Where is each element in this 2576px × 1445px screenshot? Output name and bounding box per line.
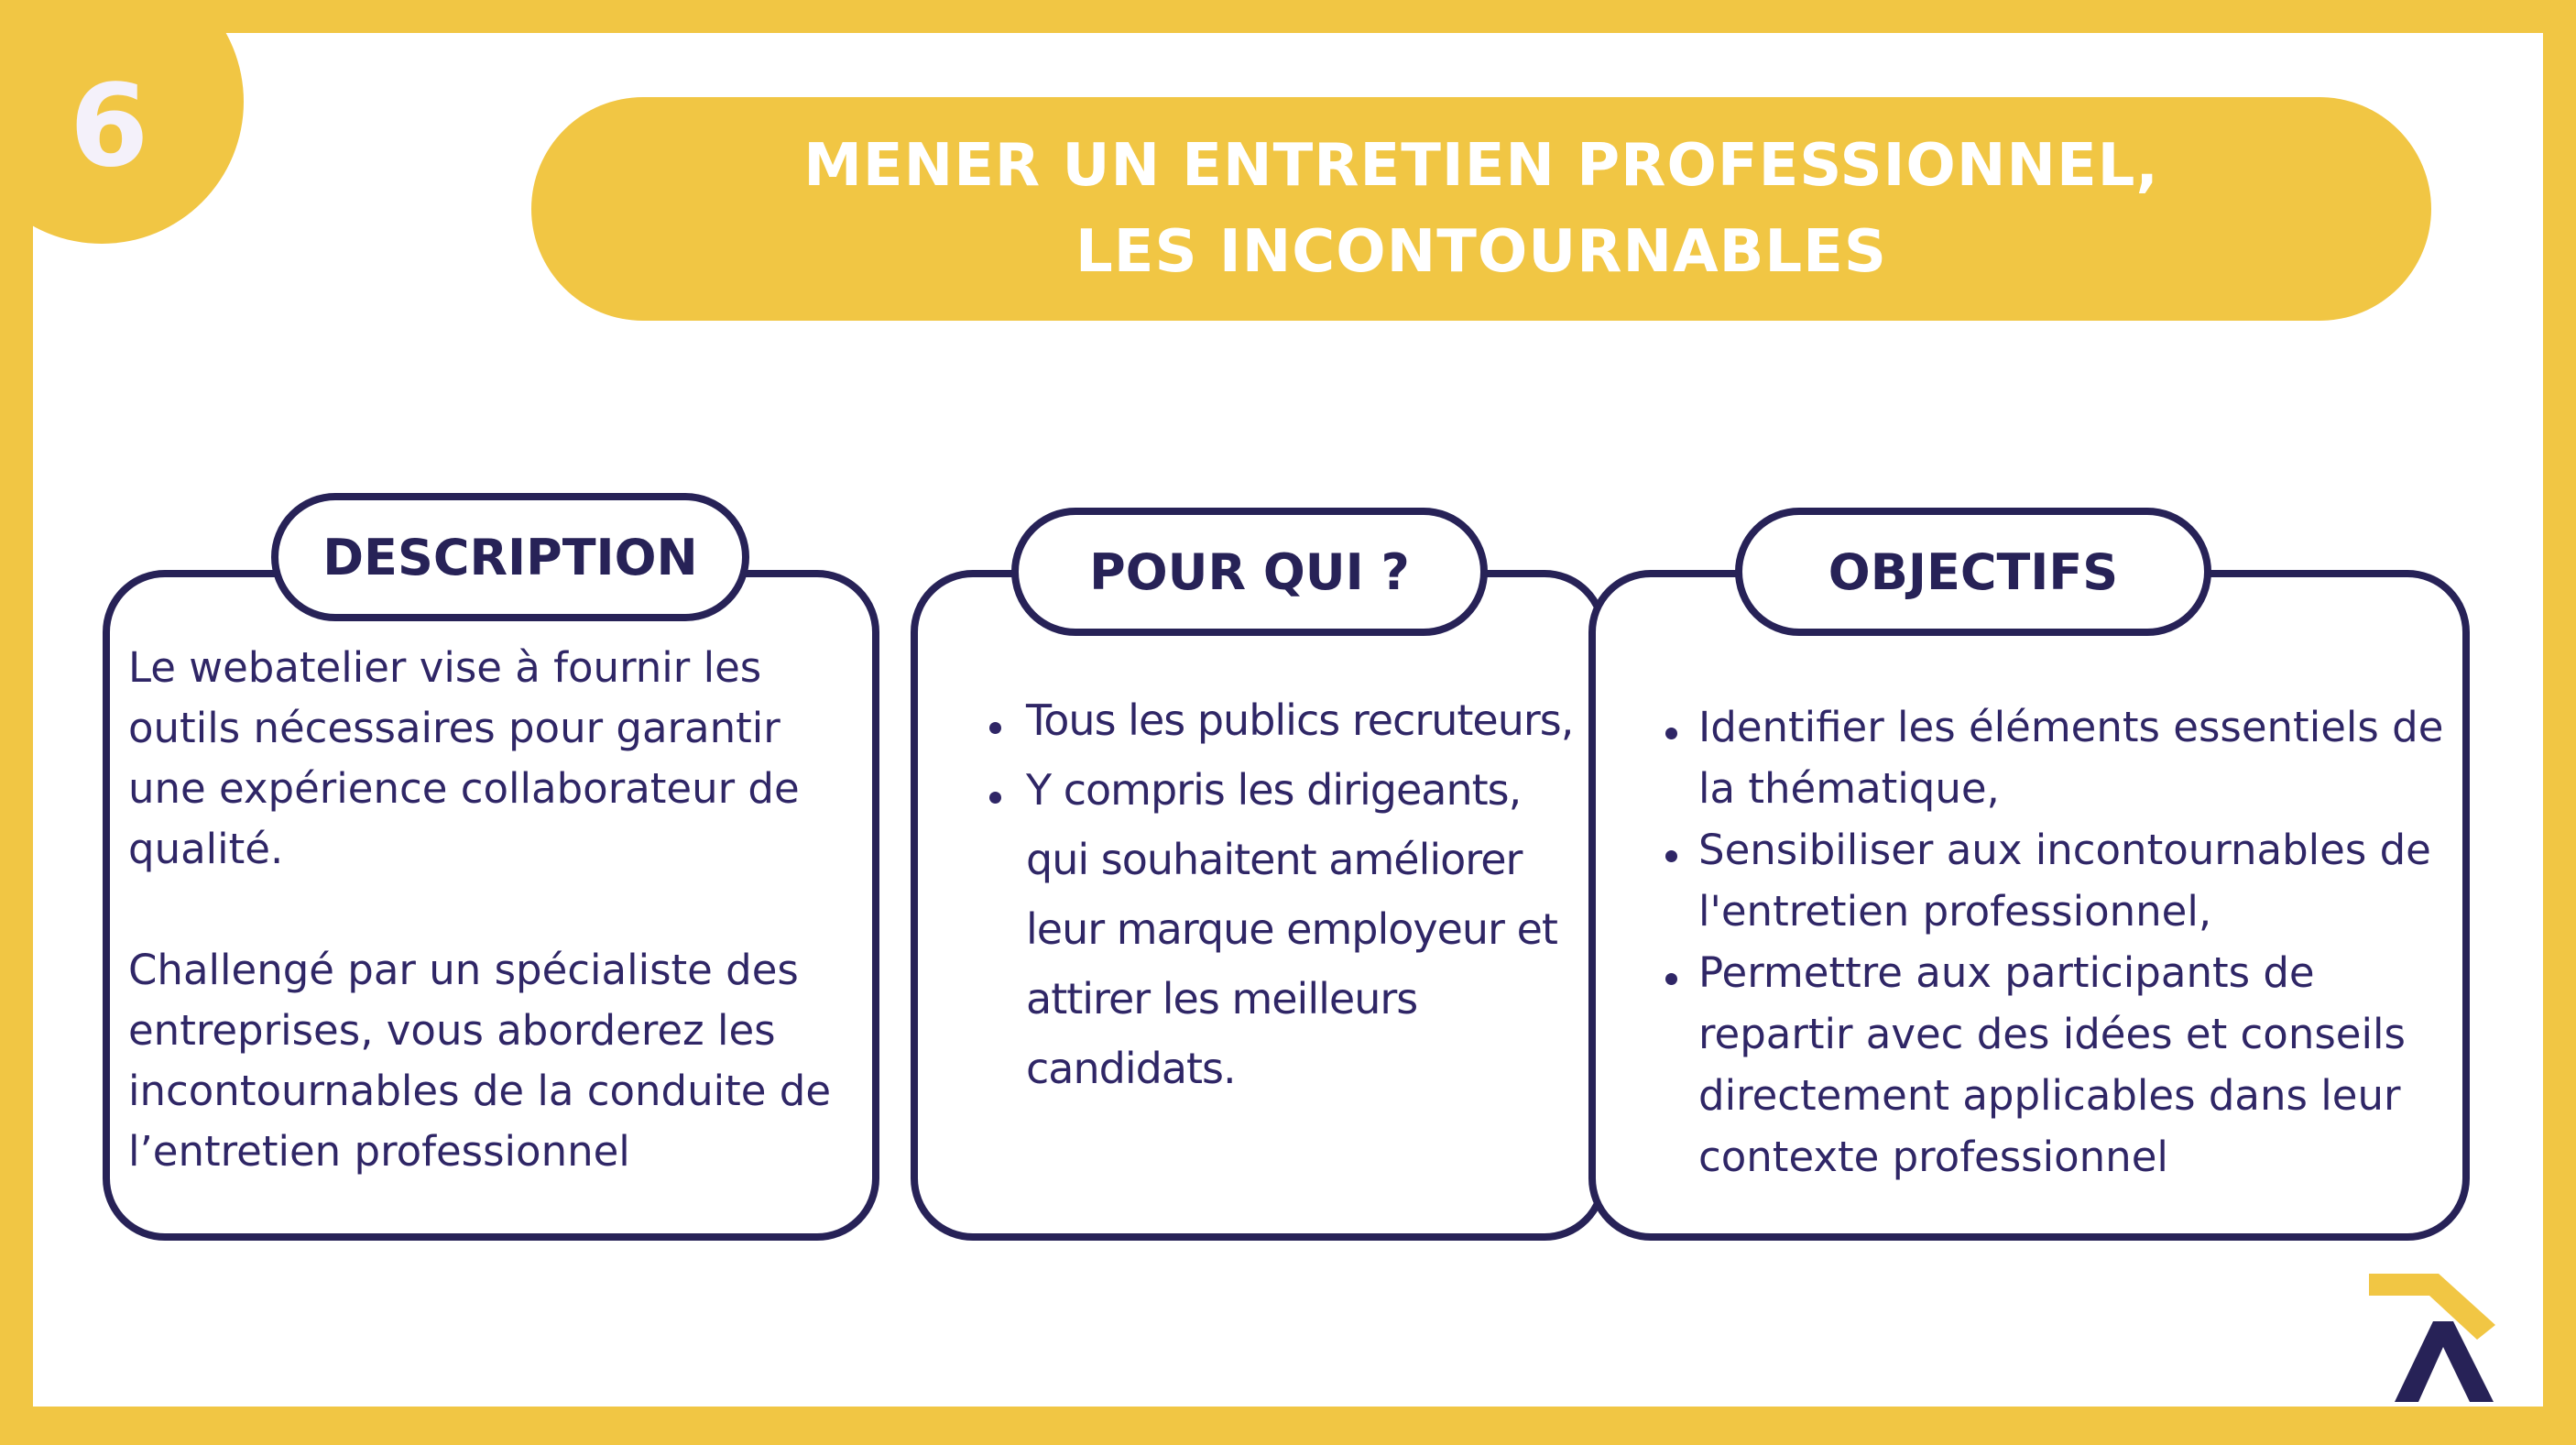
list-item: Tous les publics recruteurs, bbox=[1026, 685, 1594, 755]
objectifs-label: OBJECTIFS bbox=[1735, 508, 2211, 636]
page-title: MENER UN ENTRETIEN PROFESSIONNEL, LES INCONTOURNABLES bbox=[803, 132, 2159, 286]
step-number: 6 bbox=[70, 60, 149, 192]
brand-a-logo-icon bbox=[2367, 1274, 2495, 1402]
list-item: Permettre aux participants de repartir avec des idées et conseils directement applicables dans leur contexte professionnel bbox=[1698, 942, 2450, 1188]
description-text bbox=[128, 638, 852, 1182]
pour-qui-list bbox=[1026, 685, 1594, 1103]
description-label: DESCRIPTION bbox=[271, 493, 749, 621]
list-item: Y compris les dirigeants, qui souhaitent améliorer leur marque employeur et attirer les meilleurs candidats. bbox=[1026, 755, 1594, 1103]
description-paragraph: Le webatelier vise à fournir les outils nécessaires pour garantir une expérience collaborateur de qualité. bbox=[128, 643, 800, 873]
step-number-badge bbox=[33, 33, 244, 244]
description-paragraph: Challengé par un spécialiste des entreprises, vous aborderez les incontournables de la conduite de l’entretien professionnel bbox=[128, 946, 832, 1176]
list-item: Sensibiliser aux incontournables de l'entretien professionnel, bbox=[1698, 819, 2450, 942]
slide bbox=[33, 33, 2543, 1407]
objectifs-list bbox=[1698, 696, 2450, 1188]
title-banner bbox=[531, 97, 2431, 321]
pour-qui-label: POUR QUI ? bbox=[1011, 508, 1488, 636]
list-item: Identifier les éléments essentiels de la thématique, bbox=[1698, 696, 2450, 819]
